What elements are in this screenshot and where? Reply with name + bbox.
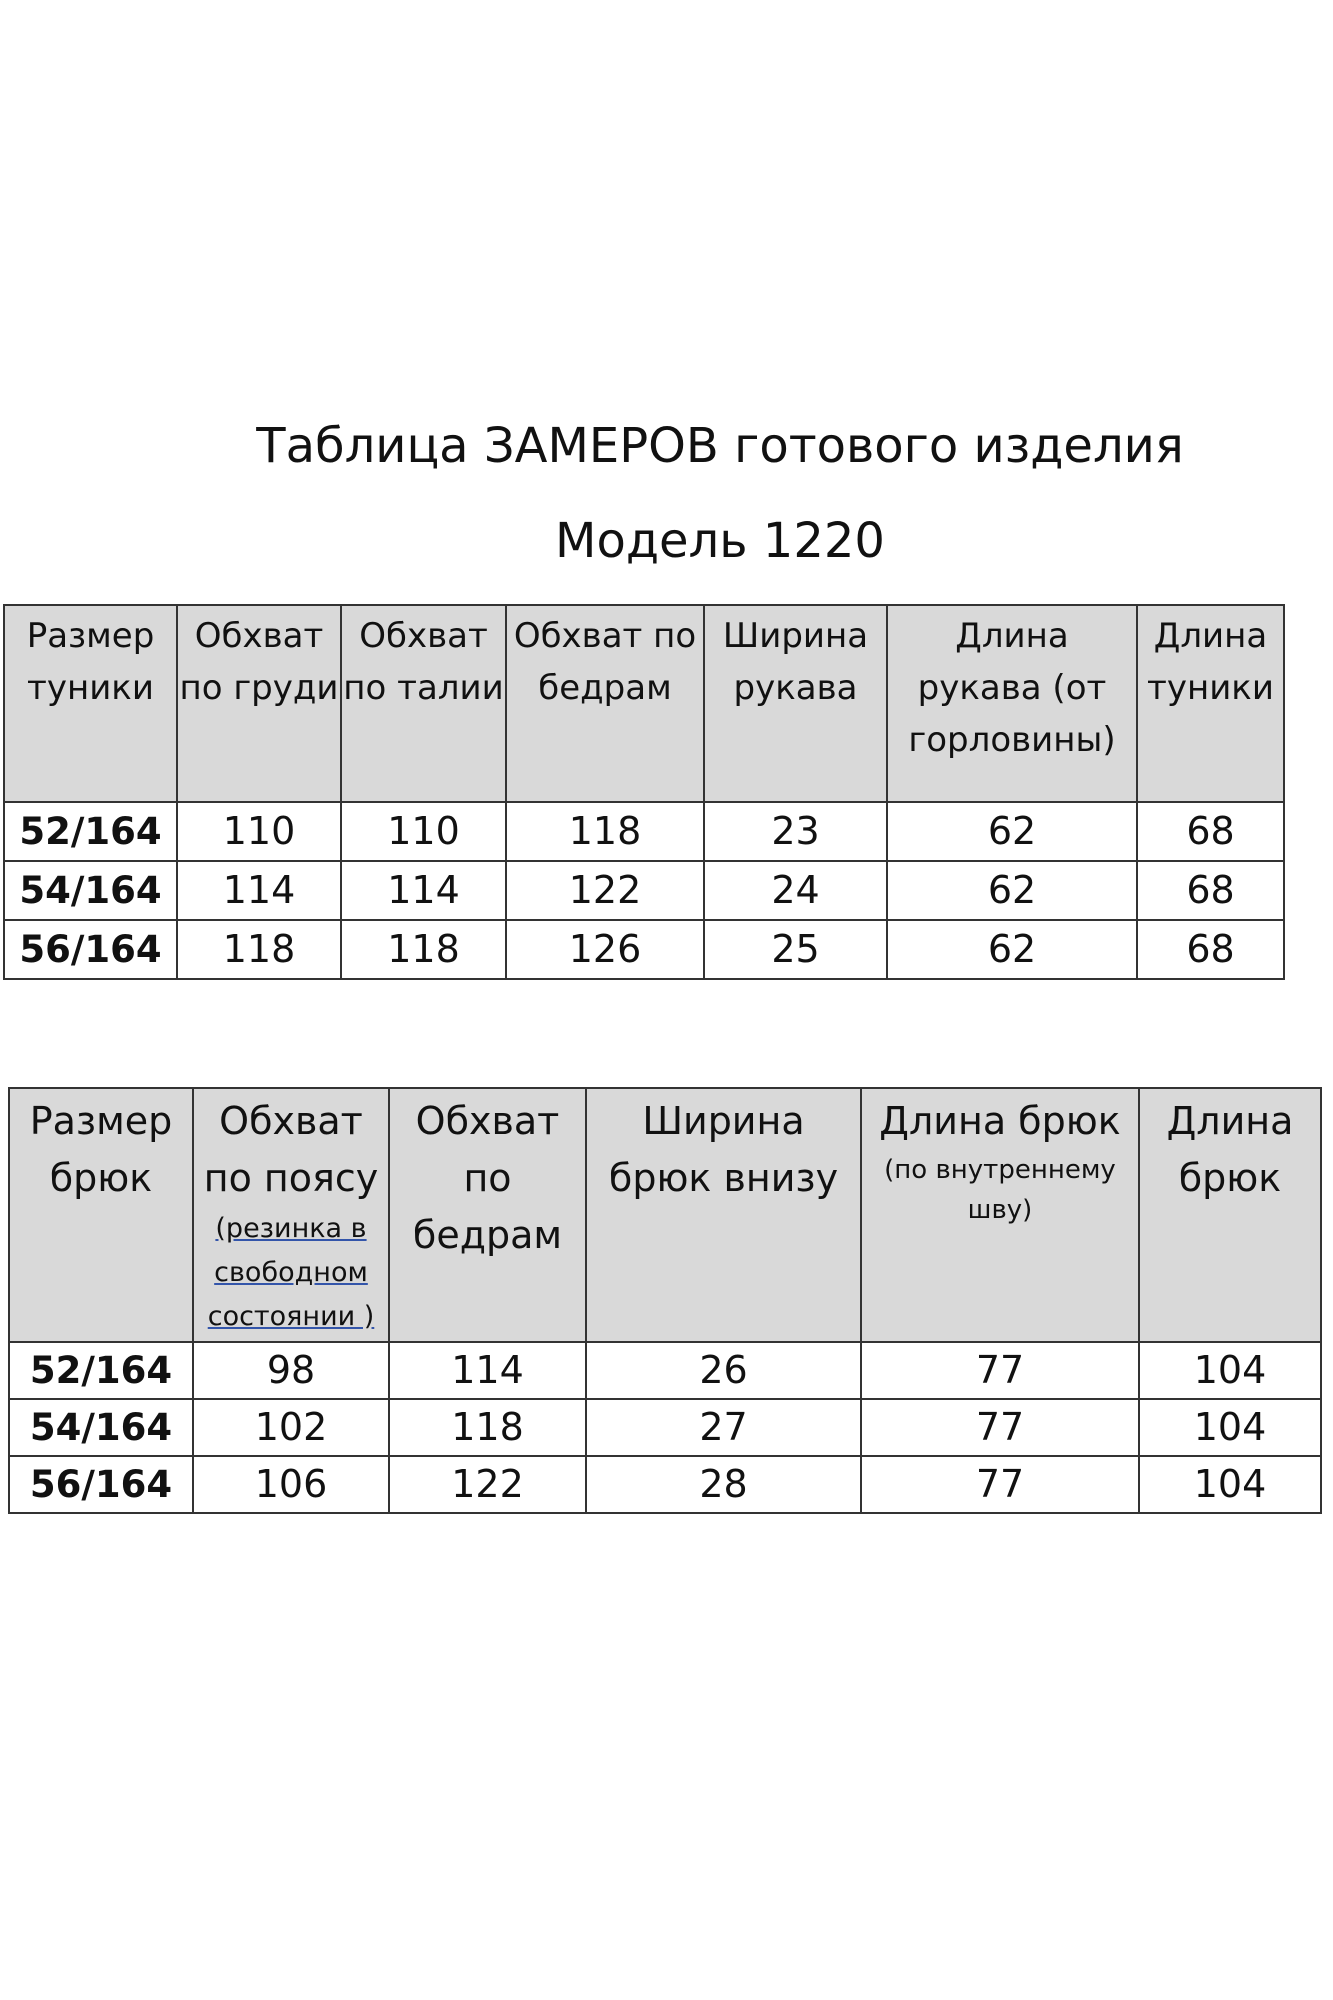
table-cell: 62 xyxy=(887,861,1137,920)
table-cell: 110 xyxy=(177,802,341,861)
pants-header-inseam-note: (по внутреннему шву) xyxy=(884,1155,1116,1225)
tunic-header-length: Длина туники xyxy=(1137,605,1284,802)
size-cell: 52/164 xyxy=(9,1342,193,1399)
tunic-measurements-table xyxy=(3,604,1285,980)
pants-header-waist xyxy=(193,1088,389,1342)
table-cell: 25 xyxy=(704,920,887,979)
table-cell: 118 xyxy=(389,1399,586,1456)
table-cell: 62 xyxy=(887,920,1137,979)
table-cell: 114 xyxy=(177,861,341,920)
pants-header-bottom-width xyxy=(586,1088,861,1342)
pants-header-hips xyxy=(389,1088,586,1342)
size-cell: 54/164 xyxy=(9,1399,193,1456)
pants-measurements-table xyxy=(8,1087,1322,1514)
tunic-header-waist: Обхват по талии xyxy=(341,605,506,802)
table-cell: 126 xyxy=(506,920,704,979)
pants-header-waist-label: Обхват по поясу xyxy=(203,1099,379,1200)
table-cell: 77 xyxy=(861,1399,1139,1456)
table-row xyxy=(9,1456,1321,1513)
table-cell: 62 xyxy=(887,802,1137,861)
table-cell: 77 xyxy=(861,1456,1139,1513)
pants-header-inseam-label: Длина брюк xyxy=(879,1099,1121,1143)
table-cell: 104 xyxy=(1139,1399,1321,1456)
table-cell: 110 xyxy=(341,802,506,861)
pants-header-bottom-width-label: Ширина брюк внизу xyxy=(608,1099,839,1200)
tunic-header-sleeve-width: Ширина рукава xyxy=(704,605,887,802)
table-row xyxy=(4,802,1284,861)
table-cell: 24 xyxy=(704,861,887,920)
table-cell: 118 xyxy=(177,920,341,979)
table-cell: 114 xyxy=(341,861,506,920)
size-cell: 52/164 xyxy=(4,802,177,861)
pants-header-length xyxy=(1139,1088,1321,1342)
pants-header-size-label: Размер брюк xyxy=(29,1099,173,1200)
table-cell: 68 xyxy=(1137,861,1284,920)
table-cell: 68 xyxy=(1137,920,1284,979)
table-row xyxy=(4,920,1284,979)
table-cell: 26 xyxy=(586,1342,861,1399)
table-row xyxy=(9,1342,1321,1399)
document-title: Таблица ЗАМЕРОВ готового изделия xyxy=(256,418,1184,474)
table-cell: 77 xyxy=(861,1342,1139,1399)
table-cell: 102 xyxy=(193,1399,389,1456)
tunic-header-size: Размер туники xyxy=(4,605,177,802)
model-number: Модель 1220 xyxy=(555,513,885,569)
table-cell: 28 xyxy=(586,1456,861,1513)
tunic-header-chest: Обхват по груди xyxy=(177,605,341,802)
pants-header-inseam xyxy=(861,1088,1139,1342)
tunic-header-row xyxy=(4,605,1284,802)
size-cell: 54/164 xyxy=(4,861,177,920)
table-cell: 118 xyxy=(506,802,704,861)
table-cell: 122 xyxy=(389,1456,586,1513)
table-cell: 27 xyxy=(586,1399,861,1456)
pants-header-row xyxy=(9,1088,1321,1342)
table-cell: 106 xyxy=(193,1456,389,1513)
table-cell: 122 xyxy=(506,861,704,920)
table-row xyxy=(9,1399,1321,1456)
table-cell: 68 xyxy=(1137,802,1284,861)
tunic-header-sleeve-length: Длина рукава (от горловины) xyxy=(887,605,1137,802)
table-cell: 104 xyxy=(1139,1456,1321,1513)
table-cell: 118 xyxy=(341,920,506,979)
pants-header-length-label: Длина брюк xyxy=(1166,1099,1294,1200)
table-row xyxy=(4,861,1284,920)
size-cell: 56/164 xyxy=(9,1456,193,1513)
pants-header-size xyxy=(9,1088,193,1342)
pants-header-hips-label: Обхват по бедрам xyxy=(412,1099,563,1257)
table-cell: 114 xyxy=(389,1342,586,1399)
table-cell: 104 xyxy=(1139,1342,1321,1399)
table-cell: 98 xyxy=(193,1342,389,1399)
size-cell: 56/164 xyxy=(4,920,177,979)
pants-header-waist-note: (резинка в свободном состоянии ) xyxy=(207,1213,375,1332)
tunic-header-hips: Обхват по бедрам xyxy=(506,605,704,802)
table-cell: 23 xyxy=(704,802,887,861)
